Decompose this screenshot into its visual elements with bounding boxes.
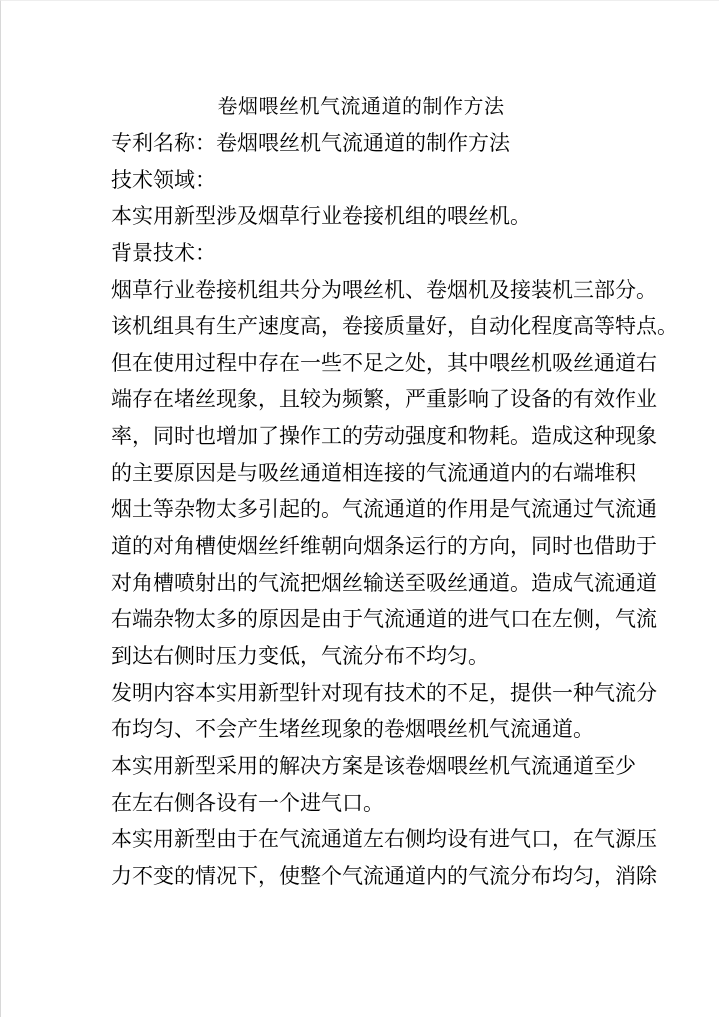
text-line: 专利名称：卷烟喂丝机气流通道的制作方法 — [111, 131, 510, 155]
text-line: 烟土等杂物太多引起的。气流通道的作用是气流通过气流通 — [111, 497, 657, 522]
document-body — [111, 125, 678, 894]
text-line: 烟草行业卷接机组共分为喂丝机、卷烟机及接装机三部分。 — [111, 277, 657, 302]
text-line: 但在使用过程中存在一些不足之处，其中喂丝机吸丝通道右 — [111, 350, 657, 375]
text-line: 力不变的情况下，使整个气流通道内的气流分布均匀，消除 — [111, 863, 657, 888]
text-line: 的主要原因是与吸丝通道相连接的气流通道内的右端堆积 — [111, 460, 636, 485]
text-line: 到达右侧时压力变低，气流分布不均匀。 — [111, 643, 489, 668]
text-line: 右端杂物太多的原因是由于气流通道的进气口在左侧，气流 — [111, 607, 657, 632]
text-line: 背景技术： — [111, 240, 216, 265]
text-line: 端存在堵丝现象，且较为频繁，严重影响了设备的有效作业 — [111, 387, 657, 412]
text-line: 本实用新型由于在气流通道左右侧均设有进气口，在气源压 — [111, 827, 657, 852]
text-line: 率，同时也增加了操作工的劳动强度和物耗。造成这种现象 — [111, 424, 657, 449]
text-line: 该机组具有生产速度高，卷接质量好，自动化程度高等特点。 — [111, 314, 678, 339]
text-line: 发明内容本实用新型针对现有技术的不足，提供一种气流分 — [111, 680, 657, 705]
text-line: 道的对角槽使烟丝纤维朝向烟条运行的方向，同时也借助于 — [111, 534, 657, 559]
text-line: 对角槽喷射出的气流把烟丝输送至吸丝通道。造成气流通道 — [111, 570, 657, 595]
text-line: 布均匀、不会产生堵丝现象的卷烟喂丝机气流通道。 — [111, 717, 594, 742]
text-line: 本实用新型涉及烟草行业卷接机组的喂丝机。 — [111, 204, 531, 229]
document-title: 卷烟喂丝机气流通道的制作方法 — [217, 94, 505, 118]
text-line: 在左右侧各设有一个进气口。 — [111, 790, 384, 815]
text-line: 技术领域： — [111, 167, 216, 192]
text-line: 本实用新型采用的解决方案是该卷烟喂丝机气流通道至少 — [111, 753, 636, 778]
